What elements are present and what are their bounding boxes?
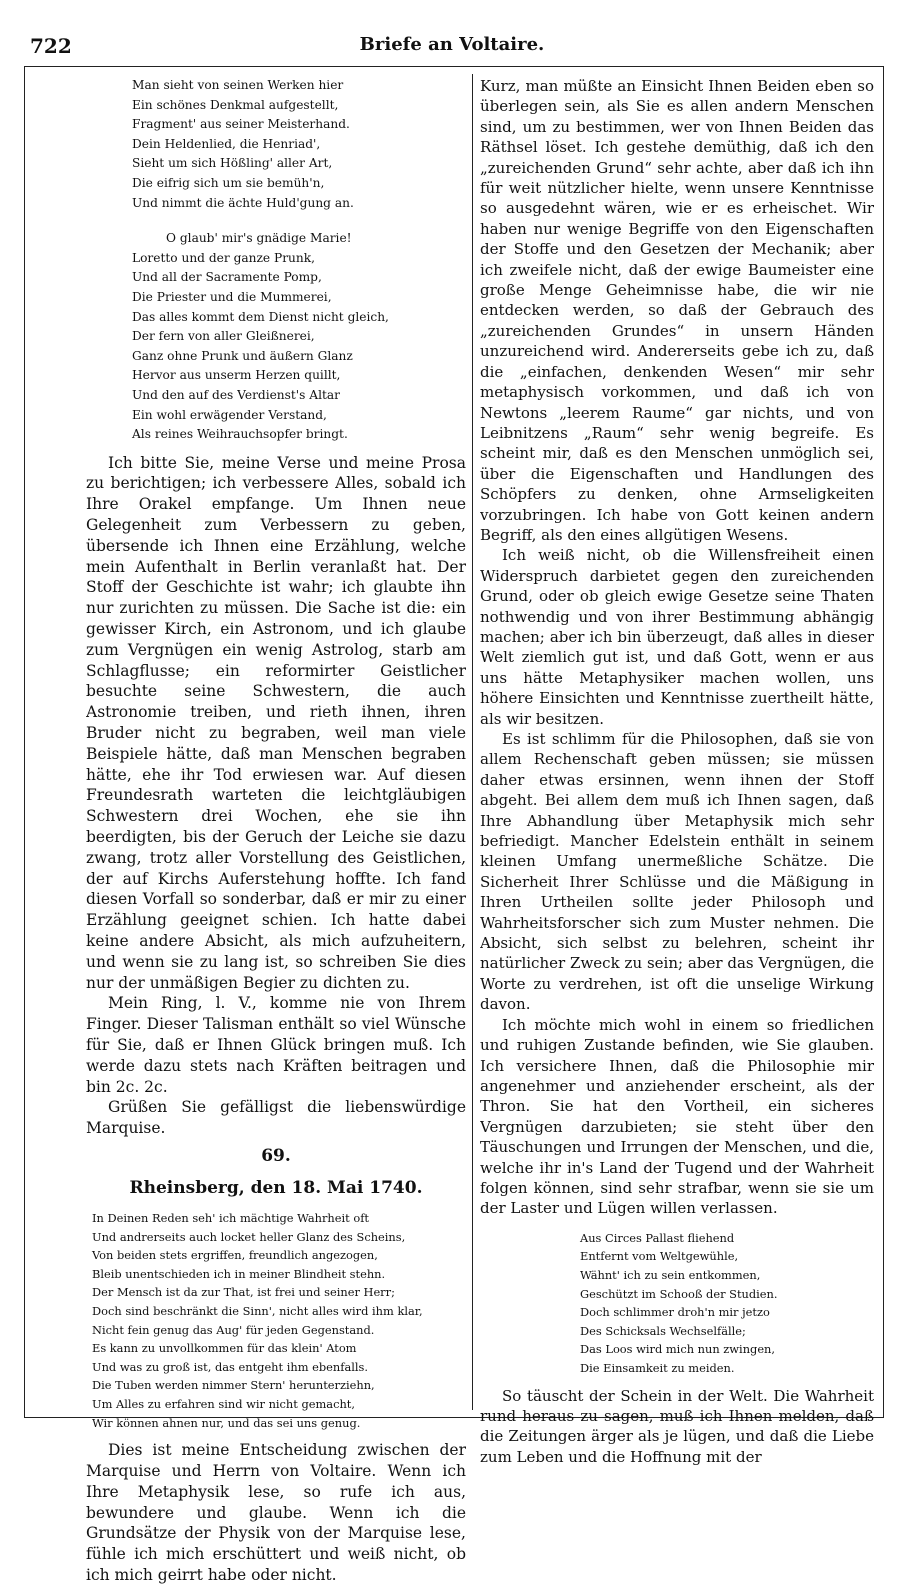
column-divider (472, 74, 473, 1410)
verse-line: Es kann zu unvollkommen für das klein' Atom (92, 1341, 357, 1356)
poem-line: Entfernt vom Weltgewühle, (580, 1249, 739, 1264)
poem-line: Geschützt im Schooß der Studien. (580, 1286, 778, 1301)
poem-line: Das Loos wird mich nun zwingen, (580, 1342, 776, 1357)
poem-line: Als reines Weihrauchsopfer bringt. (132, 427, 348, 442)
running-title: Briefe an Voltaire. (359, 34, 545, 55)
letter-dateline: Rheinsberg, den 18. Mai 1740. (129, 1177, 423, 1198)
page-header (24, 30, 880, 62)
paragraph: Es ist schlimm für die Philosophen, daß sie von allem Rechenschaft geben müssen; sie müssen daher etwas ersinnen, wenn ihnen der Stoff abgeht. Bei allem dem muß ich Ihnen sagen, daß Ihre Abhandlung über Metaphysik mich sehr befriedigt. Mancher Edelstein enthält in seinem kleinen Umfang unermeßliche Schätze. Die Sicherheit Ihrer Schlüsse und die Mäßigung in Ihren Urtheilen sollte jeder Philosoph und Wahrheitsforscher sich zum Muster nehmen. Die Absicht, sich selbst zu belehren, scheint ihr natürlicher Zweck zu sein; aber das Vergnügen, die Worte zu verdrehen, ist oft die unselige Wirkung davon. (480, 730, 874, 1014)
poem-line: O glaub' mir's gnädige Marie! (166, 231, 352, 246)
poem-line: Loretto und der ganze Prunk, (132, 250, 315, 265)
verse-block (92, 1209, 466, 1432)
paragraph: Ich möchte mich wohl in einem so friedlichen und ruhigen Zustande befinden, wie Sie glauben. Ich versichere Ihnen, daß die Philosophie mir angenehmer und anziehender erscheint, als der Thron. Sie hat den Vortheil, ein sicheres Vergnügen darzubieten; sie steht über den Täuschungen und Irrungen der Menschen, und die, welche ihr in's Land der Tugend und der Wahrheit folgen können, sind sehr strafbar, wenn sie sie um der Laster und Lügen willen verlassen. (480, 1015, 874, 1218)
poem-line: Und den auf des Verdienst's Altar (132, 387, 340, 402)
page-number: 722 (30, 34, 72, 58)
poem-line: Die Einsamkeit zu meiden. (580, 1360, 735, 1375)
left-column (86, 76, 466, 1586)
paragraph: Grüßen Sie gefälligst die liebenswürdige Marquise. (86, 1098, 466, 1138)
paragraph: Kurz, man müßte an Einsicht Ihnen Beiden eben so überlegen sein, als Sie es allen andern Menschen sind, um zu bestimmen, wer von Ihnen Beiden das Räthsel löset. Ich gestehe demüthig, daß ich den „zureichenden Grund“ sehr achte, aber daß ich ihn für weit nützlicher hielte, wenn unsere Kenntnisse so ausgedehnt wären, wie er es erheischet. Wir haben nur wenige Begriffe von den Eigenschaften der Stoffe und den Gesetzen der Mechanik; aber ich zweifele nicht, daß der ewige Baumeister eine große Menge Geheimnisse habe, die wir nie entdecken werden, so daß der Gebrauch des „zureichenden Grundes“ in unsern Händen unzureichend wird. Andererseits gebe ich zu, daß die „einfachen, denkenden Wesen“ mir sehr metaphysisch vorkommen, und daß ich von Newtons „leerem Raume“ gar nichts, und von Leibnitzens „Raum“ sehr wenig begreife. Es scheint mir, daß es den Menschen unmöglich sei, über die Eigenschaften und Handlungen des Schöpfers zu denken, ohne Armseligkeiten vorzubringen. Ich habe von Gott keinen andern Begriff, als den eines allgütigen Wesens. (480, 77, 874, 544)
poem-line: Doch schlimmer droh'n mir jetzo (580, 1305, 770, 1320)
poem-line: Fragment' aus seiner Meisterhand. (132, 117, 350, 132)
poem-line: Das alles kommt dem Dienst nicht gleich, (132, 309, 389, 324)
verse-line: Bleib unentschieden ich in meiner Blindheit stehn. (92, 1266, 386, 1281)
verse-line: Die Tuben werden nimmer Stern' herunterziehn, (92, 1378, 375, 1393)
poem-line: Hervor aus unserm Herzen quillt, (132, 368, 341, 383)
verse-line: Und andrerseits auch locket heller Glanz des Scheins, (92, 1229, 406, 1244)
poem-line: Der fern von aller Gleißnerei, (132, 329, 315, 344)
poem-henriade (132, 76, 466, 445)
paragraph: So täuscht der Schein in der Welt. Die Wahrheit rund heraus zu sagen, muß ich Ihnen melden, daß die Zeitungen ärger als je lügen, und daß die Liebe zum Leben und die Hoffnung mit der (480, 1386, 874, 1466)
poem-line: Die Priester und die Mummerei, (132, 289, 332, 304)
verse-line: Der Mensch ist da zur That, ist frei und seiner Herr; (92, 1285, 395, 1300)
paragraph: Dies ist meine Entscheidung zwischen der Marquise und Herrn von Voltaire. Wenn ich Ihre Metaphysik lese, so rufe ich aus, bewundere und glaube. Wenn ich die Grundsätze der Physik von der Marquise lese, fühle ich mich erschüttert und weiß nicht, ob ich mich geirrt habe oder nicht. (86, 1441, 466, 1584)
paragraph: Mein Ring, l. V., komme nie von Ihrem Finger. Dieser Talisman enthält so viel Wünsche für Sie, daß er Ihnen Glück bringen muß. Ich werde dazu stets nach Kräften beitragen und bin 2c. 2c. (86, 994, 466, 1096)
poem-line: Wähnt' ich zu sein entkommen, (580, 1267, 761, 1282)
verse-line: In Deinen Reden seh' ich mächtige Wahrheit oft (92, 1210, 370, 1225)
poem-line: Dein Heldenlied, die Henriad', (132, 136, 321, 151)
poem-line: Ein wohl erwägender Verstand, (132, 407, 327, 422)
poem-line: Ein schönes Denkmal aufgestellt, (132, 97, 339, 112)
paragraph: Ich bitte Sie, meine Verse und meine Prosa zu berichtigen; ich verbessere Alles, sobald ich Ihre Orakel empfange. Um Ihnen neue Gelegenheit zum Verbessern zu geben, übersende ich Ihnen eine Erzählung, welche mein Aufenthalt in Berlin veranlaßt hat. Der Stoff der Geschichte ist wahr; ich glaubte ihn nur zurichten zu müssen. Die Sache ist die: ein gewisser Kirch, ein Astronom, und ich glaube zum Vergnügen ein wenig Astrolog, starb am Schlagflusse; ein reformirter Geistlicher besuchte seine Schwestern, die auch Astronomie treiben, und rieth ihnen, ihren Bruder nicht zu begraben, weil man viele Beispiele hätte, daß man Menschen begraben hätte, ehe ihr Tod erwiesen war. Auf diesen Freundesrath warteten die leichtgläubigen Schwestern drei Wochen, ehe sie ihn beerdigten, bis der Geruch der Leiche sie dazu zwang, trotz aller Vorstellung des Geistlichen, der auf Kirchs Auferstehung hoffte. Ich fand diesen Vorfall so sonderbar, daß er mir zu einer Erzählung geeignet schien. Ich hatte dabei keine andere Absicht, als mich aufzuheitern, und wenn sie zu lang ist, so schreiben Sie dies nur der unmäßigen Begier zu dichten zu. (86, 453, 466, 992)
poem-line: Und all der Sacramente Pomp, (132, 270, 322, 285)
poem-line: Aus Circes Pallast fliehend (580, 1230, 735, 1245)
right-column (480, 76, 874, 1467)
paragraph: Ich weiß nicht, ob die Willensfreiheit einen Widerspruch darbietet gegen den zureichenden Grund, oder ob gleich ewige Gesetze seine Thaten nothwendig und von ihrer Bestimmung abhängig machen; aber ich bin überzeugt, daß alles in dieser Welt ziemlich gut ist, und daß Gott, wenn er aus uns hätte Metaphysiker machen wollen, uns höhere Einsichten und Kenntnisse zuertheilt hätte, als wir besitzen. (480, 546, 874, 728)
verse-line: Von beiden stets ergriffen, freundlich angezogen, (92, 1248, 378, 1263)
verse-line: Wir können ahnen nur, und das sei uns genug. (92, 1415, 361, 1430)
poem-line: Sieht um sich Hößling' aller Art, (132, 156, 333, 171)
verse-line: Um Alles zu erfahren sind wir nicht gemacht, (92, 1396, 355, 1411)
poem-line: Und nimmt die ächte Huld'gung an. (132, 195, 354, 210)
letter-number: 69. (261, 1145, 291, 1166)
poem-line: Die eifrig sich um sie bemüh'n, (132, 175, 325, 190)
poem-circe (580, 1229, 874, 1378)
poem-line: Ganz ohne Prunk und äußern Glanz (132, 348, 353, 363)
verse-line: Nicht fein genug das Aug' für jeden Gegenstand. (92, 1322, 375, 1337)
poem-line: Des Schicksals Wechselfälle; (580, 1323, 746, 1338)
poem-line: Man sieht von seinen Werken hier (132, 78, 344, 92)
verse-line: Doch sind beschränkt die Sinn', nicht alles wird ihm klar, (92, 1303, 423, 1318)
verse-line: Und was zu groß ist, das entgeht ihm ebenfalls. (92, 1359, 368, 1374)
